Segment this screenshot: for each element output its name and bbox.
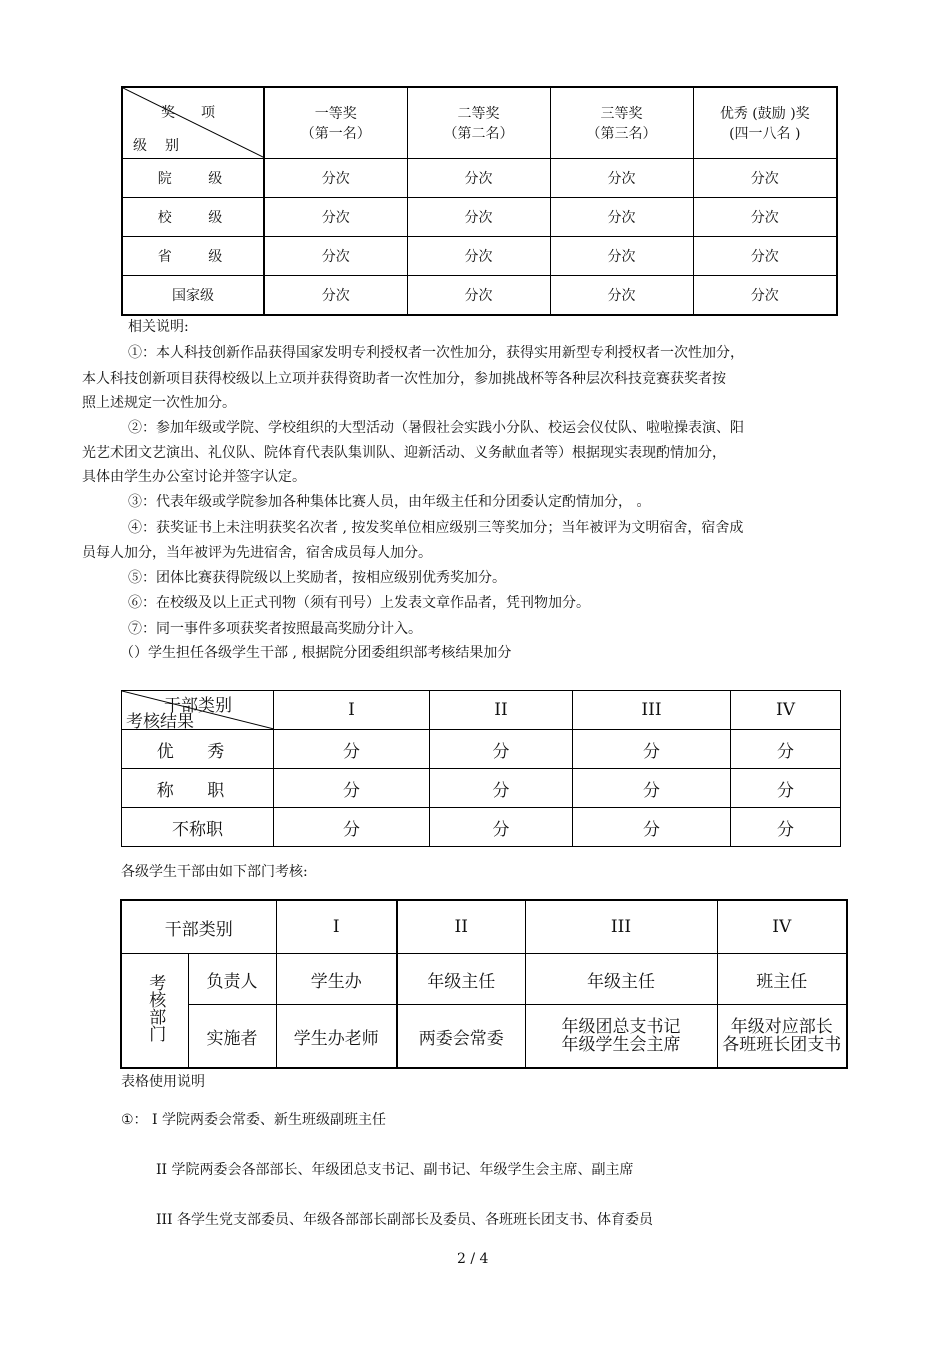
- row-label: 称 职: [122, 769, 274, 808]
- table-cell: 分次: [550, 237, 693, 276]
- usage-line: II 学院两委会各部部长、年级团总支书记、副书记、年级学生会主席、副主席: [156, 1162, 634, 1178]
- column-header: II: [397, 900, 525, 954]
- award-score-table: [121, 86, 838, 316]
- row-label: 优 秀: [122, 730, 274, 769]
- note-line: 光艺术团文艺演出、礼仪队、院体育代表队集训队、迎新活动、义务献血者等）根据现实表现酌情加分，: [82, 445, 726, 461]
- table-cell: 分次: [264, 237, 407, 276]
- column-header: 优秀 (鼓励 )奖 (四一八名 ): [693, 87, 837, 159]
- table-cell: 分次: [264, 159, 407, 198]
- cadre-table-diagonal-header: [122, 691, 274, 730]
- table-cell: 分: [731, 730, 841, 769]
- table-cell: 分次: [264, 276, 407, 316]
- note-line: （）学生担任各级学生干部 , 根据院分团委组织部考核结果加分: [120, 645, 512, 661]
- note-line: ④：获奖证书上未注明获奖名次者 , 按发奖单位相应级别三等奖加分；当年被评为文明宿舍，宿舍成: [128, 520, 744, 536]
- table-cell: 分: [274, 808, 430, 847]
- table-row: [122, 769, 841, 808]
- row-label: 院 级: [122, 159, 264, 198]
- table-cell: 分次: [550, 159, 693, 198]
- column-header: 三等奖 （第三名）: [550, 87, 693, 159]
- table-row: [121, 954, 847, 1005]
- table-cell: 分次: [407, 276, 550, 316]
- notes-heading: 相关说明:: [128, 319, 189, 335]
- cadre-assessment-score-table: [121, 690, 841, 847]
- note-line: 照上述规定一次性加分。: [82, 395, 236, 411]
- column-header: III: [525, 900, 717, 954]
- header-cadre-type-label: 干部类别: [164, 696, 232, 716]
- header-level-label: 级别: [133, 138, 197, 154]
- table-row: [122, 730, 841, 769]
- table-cell: 分: [274, 769, 430, 808]
- cadre-assessment-department-table: [120, 899, 848, 1069]
- table-cell: 分: [274, 730, 430, 769]
- table-cell: 分: [731, 769, 841, 808]
- cell-line: 年级学生会主席: [561, 1035, 681, 1055]
- note-line: 员每人加分，当年被评为先进宿舍，宿舍成员每人加分。: [82, 545, 432, 561]
- table-cell: [717, 1005, 847, 1069]
- cell-line: 年级对应部长: [730, 1017, 833, 1037]
- usage-line: III 各学生党支部委员、年级各部部长副部长及委员、各班班长团支书、体育委员: [156, 1212, 654, 1228]
- column-header: I: [274, 691, 430, 730]
- table-row: [122, 237, 837, 276]
- row-label: 负责人: [188, 954, 276, 1005]
- table-row: [122, 159, 837, 198]
- header-award-label: 奖项: [161, 105, 241, 121]
- column-header: 二等奖 （第二名）: [407, 87, 550, 159]
- table-row: [122, 276, 837, 316]
- table-row: [122, 198, 837, 237]
- table-cell: [525, 1005, 717, 1069]
- table-cell: 分次: [264, 198, 407, 237]
- note-line: 本人科技创新项目获得校级以上立项并获得资助者一次性加分，参加挑战杯等各种层次科技竞赛获奖者按: [82, 371, 726, 387]
- note-line: ②：参加年级或学院、学校组织的大型活动（暑假社会实践小分队、校运会仪仗队、啦啦操表演、阳: [128, 420, 744, 436]
- table-cell: 年级主任: [397, 954, 525, 1005]
- table-cell: 分: [573, 730, 731, 769]
- column-header: IV: [731, 691, 841, 730]
- table-row: [122, 808, 841, 847]
- row-label: 实施者: [188, 1005, 276, 1069]
- table3-caption: 各级学生干部由如下部门考核:: [121, 864, 308, 880]
- cell-line: 各班班长团支书: [722, 1035, 842, 1055]
- award-table-diagonal-header: [122, 87, 264, 159]
- table-cell: 分: [573, 769, 731, 808]
- row-label: 省 级: [122, 237, 264, 276]
- usage-line: ①： I 学院两委会常委、新生班级副班主任: [121, 1112, 386, 1128]
- table-cell: 分: [430, 730, 573, 769]
- column-header: I: [276, 900, 397, 954]
- page-number: 2 / 4: [457, 1251, 489, 1267]
- column-header: II: [430, 691, 573, 730]
- table-cell: 分次: [693, 159, 837, 198]
- column-header: 一等奖 （第一名）: [264, 87, 407, 159]
- table-cell: 年级主任: [525, 954, 717, 1005]
- assessment-department-label: 考核部门: [145, 974, 166, 1042]
- table-cell: 分次: [550, 198, 693, 237]
- column-header: IV: [717, 900, 847, 954]
- note-line: ③：代表年级或学院参加各种集体比赛人员，由年级主任和分团委认定酌情加分， 。: [128, 494, 651, 510]
- table-cell: 班主任: [717, 954, 847, 1005]
- table-cell: 分: [573, 808, 731, 847]
- table-cell: 分: [430, 808, 573, 847]
- table-cell: 两委会常委: [397, 1005, 525, 1069]
- table-cell: 学生办老师: [276, 1005, 397, 1069]
- table-row: [121, 1005, 847, 1069]
- note-line: ⑤：团体比赛获得院级以上奖励者，按相应级别优秀奖加分。: [128, 570, 506, 586]
- table-cell: 分: [731, 808, 841, 847]
- column-header: III: [573, 691, 731, 730]
- side-label-cell: [121, 954, 188, 1069]
- note-line: ⑦：同一事件多项获奖者按照最高奖励分计入。: [128, 621, 422, 637]
- table-cell: 分次: [407, 198, 550, 237]
- table-cell: 学生办: [276, 954, 397, 1005]
- note-line: ①：本人科技创新作品获得国家发明专利授权者一次性加分，获得实用新型专利授权者一次性加分，: [128, 345, 744, 361]
- table-cell: 分: [430, 769, 573, 808]
- table-cell: 分次: [407, 237, 550, 276]
- note-line: ⑥：在校级及以上正式刊物（须有刊号）上发表文章作品者，凭刊物加分。: [128, 595, 590, 611]
- cell-line: 年级团总支书记: [561, 1017, 681, 1037]
- table-cell: 分次: [693, 237, 837, 276]
- header-cadre-type: 干部类别: [121, 900, 276, 954]
- row-label: 不称职: [122, 808, 274, 847]
- note-line: 具体由学生办公室讨论并签字认定。: [82, 469, 306, 485]
- row-label: 国家级: [122, 276, 264, 316]
- header-result-label: 考核结果: [126, 712, 194, 732]
- usage-heading: 表格使用说明: [121, 1074, 205, 1090]
- row-label: 校 级: [122, 198, 264, 237]
- table-cell: 分次: [407, 159, 550, 198]
- table-cell: 分次: [550, 276, 693, 316]
- table-cell: 分次: [693, 276, 837, 316]
- table-cell: 分次: [693, 198, 837, 237]
